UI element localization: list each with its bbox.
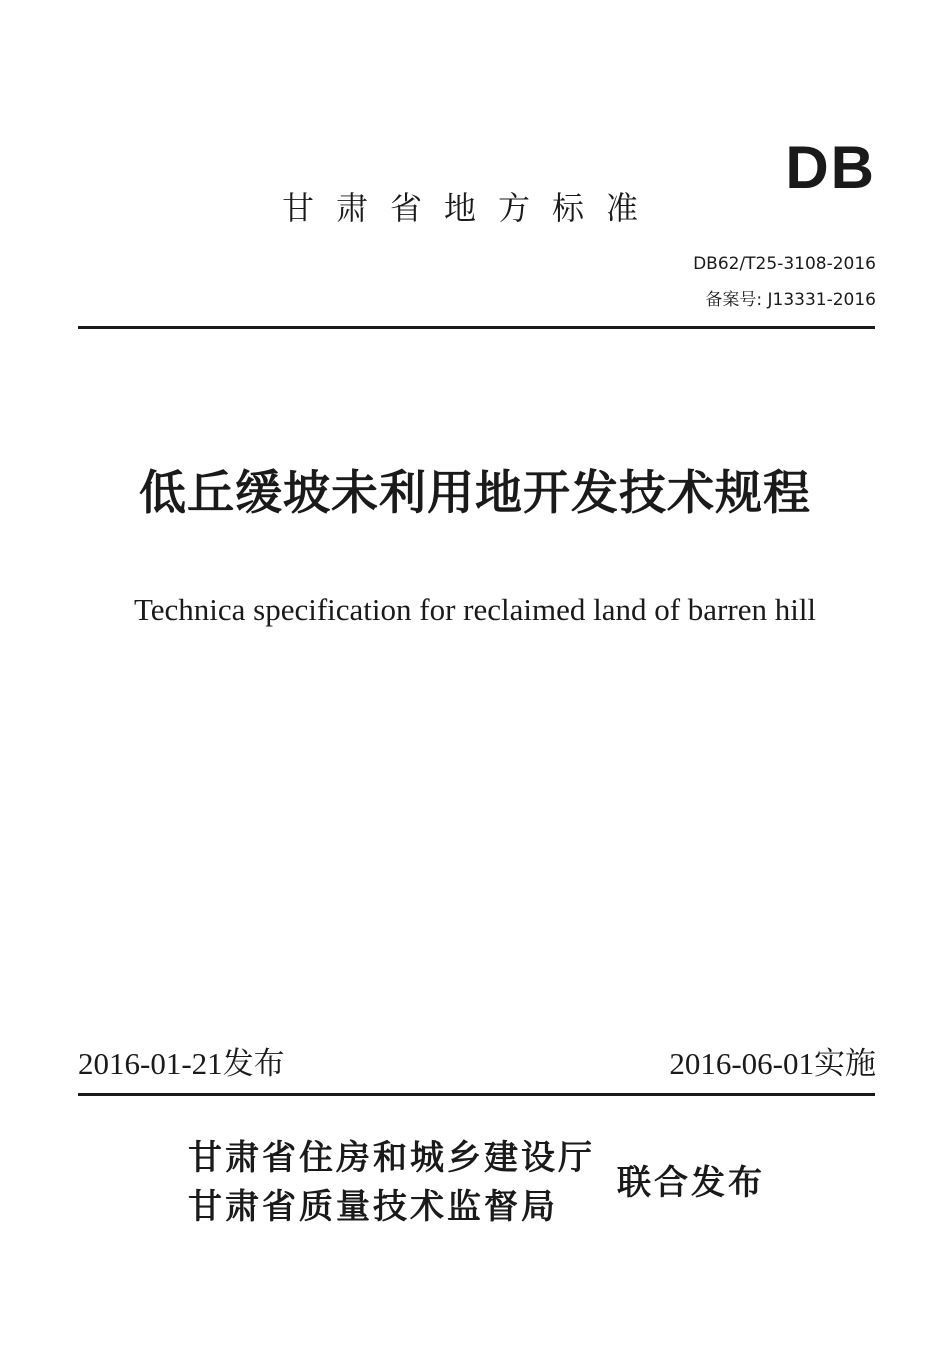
joint-publication-label: 联合发布 (617, 1163, 765, 1203)
bottom-divider (78, 1093, 875, 1096)
standard-code: DB62/T25-3108-2016 (693, 254, 876, 274)
top-divider (78, 326, 875, 329)
publisher-quality-bureau: 甘肃省质量技术监督局 (188, 1187, 558, 1227)
document-title-english: Technica specification for reclaimed land of barren hill (133, 592, 817, 627)
publisher-housing-department: 甘肃省住房和城乡建设厅 (188, 1138, 595, 1178)
db-standard-mark: DB (785, 134, 876, 201)
record-number: 备案号: J13331-2016 (705, 290, 876, 310)
issue-date: 2016-01-21发布 (78, 1046, 285, 1081)
document-title-chinese: 低丘缓坡未利用地开发技术规程 (139, 466, 811, 521)
implementation-date: 2016-06-01实施 (669, 1046, 876, 1081)
standard-type-heading: 甘肃省地方标准 (282, 189, 661, 227)
